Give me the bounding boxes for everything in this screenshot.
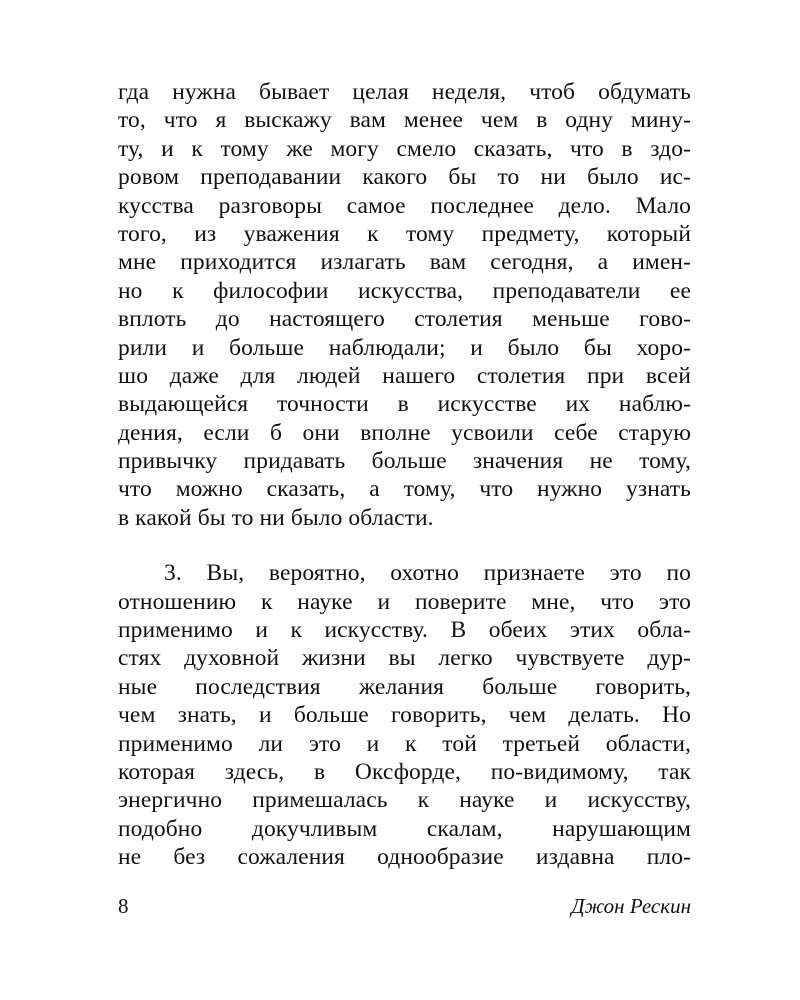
running-author: Джон Рескин bbox=[571, 894, 691, 918]
text-line: ровом преподавании какого бы то ни было ис- bbox=[118, 164, 691, 191]
text-line: подобно докучливым скалам, нарушающим bbox=[118, 815, 691, 842]
text-line: применимо ли это и к той третьей области, bbox=[118, 730, 691, 757]
text-line: стях духовной жизни вы легко чувствуете дур- bbox=[118, 645, 691, 672]
text-line: вплоть до настоящего столетия меньше гово- bbox=[118, 306, 691, 333]
text-line: кусства разговоры самое последнее дело. Мало bbox=[118, 192, 691, 219]
text-line: рили и больше наблюдали; и было бы хоро- bbox=[118, 334, 691, 361]
text-line: 3. Вы, вероятно, охотно признаете это по bbox=[164, 560, 691, 587]
text-line: энергично примешалась к науке и искусству, bbox=[118, 787, 691, 814]
text-line: чем знать, и больше говорить, чем делать. Но bbox=[118, 702, 691, 729]
text-line: что можно сказать, а тому, что нужно узнать bbox=[118, 476, 691, 503]
text-line: применимо и к искусству. В обеих этих обла- bbox=[118, 617, 691, 644]
text-line: ные последствия желания больше говорить, bbox=[118, 673, 691, 700]
text-line: которая здесь, в Оксфорде, по-видимому, так bbox=[118, 758, 691, 785]
text-line: выдающейся точности в искусстве их наблю- bbox=[118, 391, 691, 418]
text-line: дения, если б они вполне усвоили себе старую bbox=[118, 419, 691, 446]
text-line: то, что я выскажу вам менее чем в одну мину- bbox=[118, 107, 691, 134]
page-number: 8 bbox=[118, 894, 129, 918]
text-line: отношению к науке и поверите мне, что это bbox=[118, 588, 691, 615]
text-line: привычку придавать больше значения не тому, bbox=[118, 448, 691, 475]
text-line: шо даже для людей нашего столетия при всей bbox=[118, 362, 691, 389]
text-line: гда нужна бывает целая неделя, чтоб обдумать bbox=[118, 79, 691, 105]
text-line: того, из уважения к тому предмету, который bbox=[118, 220, 691, 247]
page-text bbox=[118, 78, 691, 872]
text-line: не без сожаления однообразие издавна пло- bbox=[118, 844, 691, 871]
text-line: ту, и к тому же могу смело сказать, что в здо- bbox=[118, 135, 691, 162]
paragraph-3 bbox=[118, 559, 691, 871]
text-line: в какой бы то ни было области. bbox=[118, 504, 434, 531]
text-line: но к философии искусства, преподаватели ее bbox=[118, 277, 691, 304]
paragraph-gap bbox=[118, 532, 691, 559]
paragraph-continued bbox=[118, 78, 691, 532]
page-footer bbox=[118, 892, 691, 920]
text-line: мне приходится излагать вам сегодня, а имен- bbox=[118, 249, 691, 276]
